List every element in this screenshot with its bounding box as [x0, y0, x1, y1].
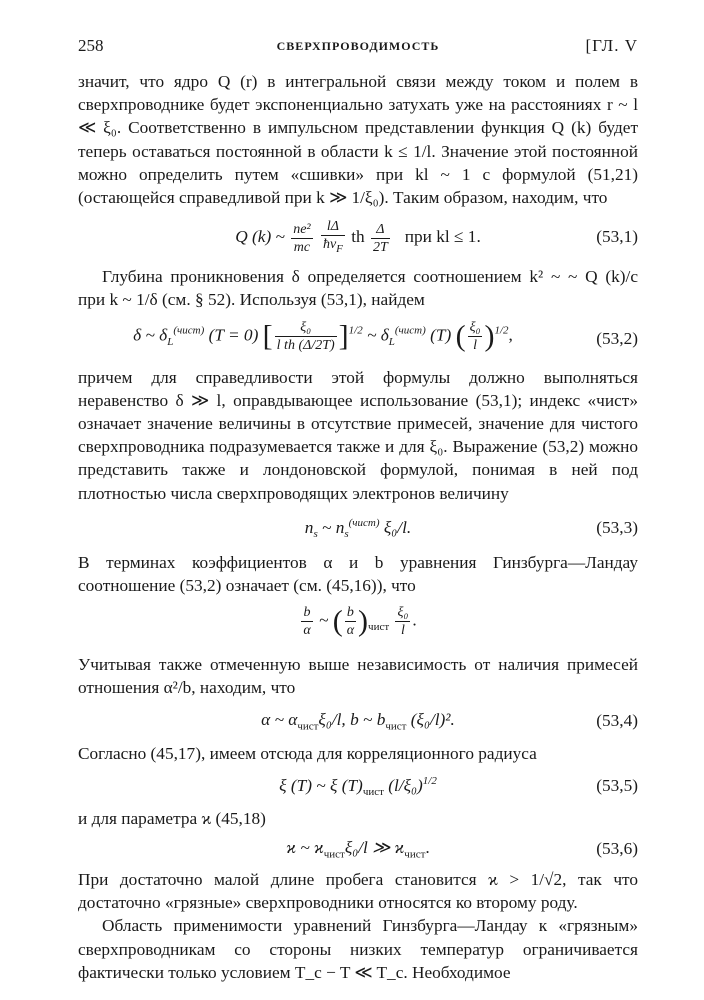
- paragraph-5: Учитывая также отмеченную выше независимость от наличия примесей отношения α²/b, находим, что: [78, 655, 638, 698]
- paragraph-8: При достаточно малой длине пробега становится ϰ > 1/√2, так что достаточно «грязные» сверхпроводники относятся ко второму роду.: [78, 870, 638, 913]
- eq1-frac2: $\frac{l\Delta}{ħv_F}$: [322, 219, 343, 256]
- paragraph-2: Глубина проникновения δ определяется соотношением k² ~ ~ Q (k)/c при k ~ 1/δ (см. § 52). Используя (53,1), найдем: [78, 267, 638, 310]
- chapter-label: [ГЛ. V: [585, 36, 638, 55]
- equation-53-4: α ~ $\alpha_{чист}\xi_0/l$, b ~ $b_{чист}$ (ξ₀/l)². (53,4): [261, 709, 638, 733]
- paragraph-1: значит, что ядро Q (r) в интегральной связи между током и полем в сверхпроводнике будет экспоненциально затухать уже на расстояниях r ~ l ≪ ξ₀. Соответственно в импульсном представлении функция Q (k) будет теперь оставаться постоянной в области k ≤ 1/l. Значение этой постоянной можно определить путем «сшивки» при kl ~ 1 с формулой (51,21) (остающейся справедливой при k ≫ 1/ξ₀). Таким образом, находим, что: [78, 72, 638, 208]
- paragraph-6: Согласно (45,17), имеем отсюда для корреляционного радиуса: [78, 743, 537, 763]
- equation-53-5: ξ (T) ~ ξ $(T)_{чист}$ $(l/\xi_0)^{1/2}$ (53,5): [279, 774, 638, 799]
- eq7-number: (53,6): [596, 839, 638, 859]
- eq3-number: (53,3): [596, 517, 638, 537]
- eq1-number: (53,1): [596, 227, 638, 247]
- eq1-frac1: $\frac{\text{ne²}}{mc}$: [293, 221, 311, 255]
- page-header: [78, 36, 638, 62]
- paragraph-7: и для параметра ϰ (45,18): [78, 808, 266, 828]
- equation-53-3: $n_s$ ~ $n_s^{(чист)}$ ξ₀/l. (53,3): [304, 516, 638, 541]
- equation-53-2: δ ~ $\delta_L^{(чист)}$ (T = 0) [ $\frac{\text{ξ₀}}{\text{l th (Δ/2T)}}$ ]$^{1/2}$ ~ $\delta_L^{(чист)}$ (T) ( $\frac{\text{ξ₀}}{l}$ )$^{1/2}$, (53,2): [133, 319, 638, 353]
- paragraph-4: В терминах коэффициентов α и b уравнения Гинзбурга—Ландау соотношение (53,2) означает (см. (45,16)), что: [78, 552, 638, 596]
- book-page: [78, 36, 638, 984]
- equation-53-6: ϰ ~ $ϰ_{чист}\xi_0/l$ ≫ $ϰ_{чист}$. (53,6): [286, 838, 638, 861]
- eq5-number: (53,4): [596, 710, 638, 730]
- eq2-frac1: $\frac{\text{ξ₀}}{\text{l th (Δ/2T)}}$: [276, 319, 335, 353]
- paragraph-3: причем для справедливости этой формулы должно выполняться неравенство δ ≫ l, оправдывающее использование (53,1); индекс «чист» означает значение величины в отсутствие примесей, значение для чистого сверхпроводника подразумевается также и для ξ₀. Выражение (53,2) можно представить также и лондоновской формулой, понимая в ней под плотностью числа сверхпроводящих электронов величину: [78, 367, 638, 503]
- eq2-number: (53,2): [596, 328, 638, 348]
- eq1-lhs: Q (k) ~: [235, 227, 285, 247]
- running-title: СВЕРХПРОВОДИМОСТЬ: [276, 39, 440, 53]
- eq6-number: (53,5): [596, 775, 638, 795]
- eq2-frac2: $\frac{\text{ξ₀}}{l}$: [469, 319, 481, 353]
- eq1-frac3: $\frac{\Delta}{2T}$: [373, 221, 388, 255]
- page-number: 258: [78, 36, 104, 55]
- equation-45-16-ref: $\frac{b}{\alpha}$ ~ ( $\frac{b}{\alpha}$ )$_{чист}$ $\frac{\text{ξ₀}}{l}$ .: [303, 604, 417, 639]
- equation-53-1: [78, 209, 638, 265]
- eq1-th: th: [351, 227, 365, 247]
- paragraph-9: Область применимости уравнений Гинзбурга—Ландау к «грязным» сверхпроводникам со стороны низких температур ограничивается фактически только условием T_c − T ≪ T_c. Необходимое: [78, 916, 638, 982]
- eq1-condition: при kl ≤ 1.: [404, 227, 481, 247]
